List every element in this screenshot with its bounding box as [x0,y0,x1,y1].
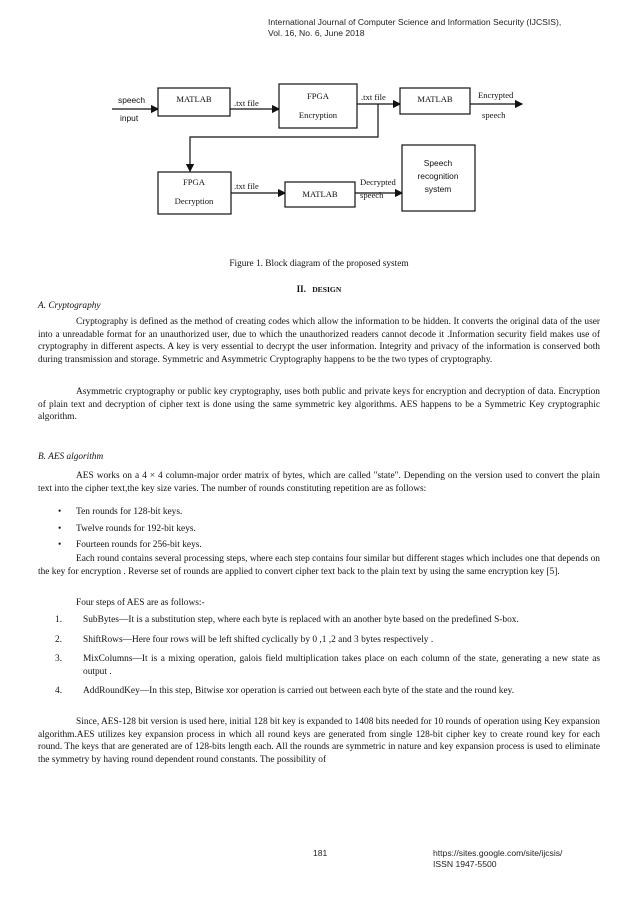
speech-recognition-label-3: system [424,184,452,194]
bullet-item: • Ten rounds for 128-bit keys. [58,507,183,517]
paragraph-rounds: Each round contains several processing steps, where each step contains four similar but different stages which includes one that depends on the key for encryption . Reverse set of rounds are applied to convert cipher text back to the plain text by using the same encryption key [5]. [38,554,600,577]
speech-recognition-label-1: Speech [423,158,453,168]
section-heading [0,284,638,294]
step-text: ShiftRows—Here four rows will be left shifted cyclically by 0 ,1 ,2 and 3 bytes respectively . [83,635,434,645]
figure-caption: Figure 1. Block diagram of the proposed system [229,259,409,269]
section-title: DESIGN [312,285,342,294]
footer-info [433,848,562,870]
matlab-box-3-label: MATLAB [302,189,338,199]
journal-header-line2: Vol. 16, No. 6, June 2018 [268,28,365,38]
bullet-text: Twelve rounds for 192-bit keys. [76,524,196,534]
step-text: AddRoundKey—In this step, Bitwise xor operation is carried out between each byte of the state and the round key. [83,686,515,696]
bullet-text: Fourteen rounds for 256-bit keys. [76,540,202,550]
paragraph-cryptography: Cryptography is defined as the method of creating codes which allow the information to be hidden. It converts the original data of the user into a unreadable format for an unauthorized user, due to which the unauthorized readers cannot decode it .Information security field makes use of cryptography in different aspects. A key is very essential to decrypt the user information. Integrity and privacy of the information is conserved both during transmission and storage. Symmetric and Asymmetric Cryptography happens to be the two types of cryptography. [38,317,600,365]
bullet-item: • Fourteen rounds for 256-bit keys. [58,540,202,550]
fpga-encryption-label-2: Encryption [298,110,338,120]
decrypted-speech-label: Decrypted [360,177,396,187]
step-item [55,614,600,628]
footer-issn: ISSN 1947-5500 [433,859,497,869]
bullet-item: • Twelve rounds for 192-bit keys. [58,524,196,534]
block-diagram [0,0,638,260]
journal-header-line1: International Journal of Computer Science and Information Security (IJCSIS), [268,17,562,27]
step-item [55,634,600,648]
step-number: 1. [55,615,63,625]
fpga-decryption-label: FPGA [183,177,205,187]
steps-intro: Four steps of AES are as follows:- [76,598,205,608]
speech-recognition-label-2: recognition [417,171,459,181]
fpga-encryption-label: FPGA [307,91,329,101]
step-number: 2. [55,635,63,645]
step-item [55,653,600,679]
paragraph-key-expansion: Since, AES-128 bit version is used here, initial 128 bit key is expanded to 1408 bits needed for 10 rounds of operation using Key expansion algorithm.AES utilizes key expansion process in which all round keys are generated from single 128-bit cipher key to create round key for each round. The keys that are generated are of 128-bits length each. All the rounds are symmetric in nature and key expansion process is used to eliminate the symmetry by having round dependent round constants. The possibility of [38,717,600,765]
bullet-text: Ten rounds for 128-bit keys. [76,507,183,517]
subsection-aes: B. AES algorithm [38,452,104,462]
decrypted-speech-label-2: speech [360,190,384,200]
txt-file-label-2: .txt file [361,92,386,102]
fpga-decryption-label-2: Decryption [174,196,214,206]
step-text: SubBytes—It is a substitution step, where each byte is replaced with an another byte based on the predefined S-box. [83,615,519,625]
encrypted-speech-label: Encrypted [478,90,514,100]
step-item [55,685,600,699]
paragraph-aes: AES works on a 4 × 4 column-major order matrix of bytes, which are called "state". Depending on the version used to convert the plain text into the cipher text,the key size varies. The number of rounds constituting repetition are as follows: [38,471,600,494]
step-text: MixColumns—It is a mixing operation, galois field multiplication takes place on each column of the state, generating a new state as output . [83,654,600,677]
page-number: 181 [313,848,328,858]
section-number: II. [296,284,306,294]
txt-file-label-1: .txt file [234,98,259,108]
speech-input-label: speech [118,95,146,105]
subsection-cryptography: A. Cryptography [38,301,101,311]
step-number: 4. [55,686,63,696]
paragraph-asymmetric: Asymmetric cryptography or public key cryptography, uses both public and private keys for encryption and decryption of data. Encryption of plain text and decryption of cipher text is done using the same symmetric key algorithms. AES happens to be a Symmetric Key cryptographic algorithm. [38,387,600,423]
encrypted-speech-label-2: speech [482,110,506,120]
speech-input-label-2: input [120,113,139,123]
matlab-box-2-label: MATLAB [417,94,453,104]
footer-url: https://sites.google.com/site/ijcsis/ [433,848,563,858]
matlab-box-1-label: MATLAB [176,94,212,104]
step-number: 3. [55,654,63,664]
txt-file-label-3: .txt file [234,181,259,191]
